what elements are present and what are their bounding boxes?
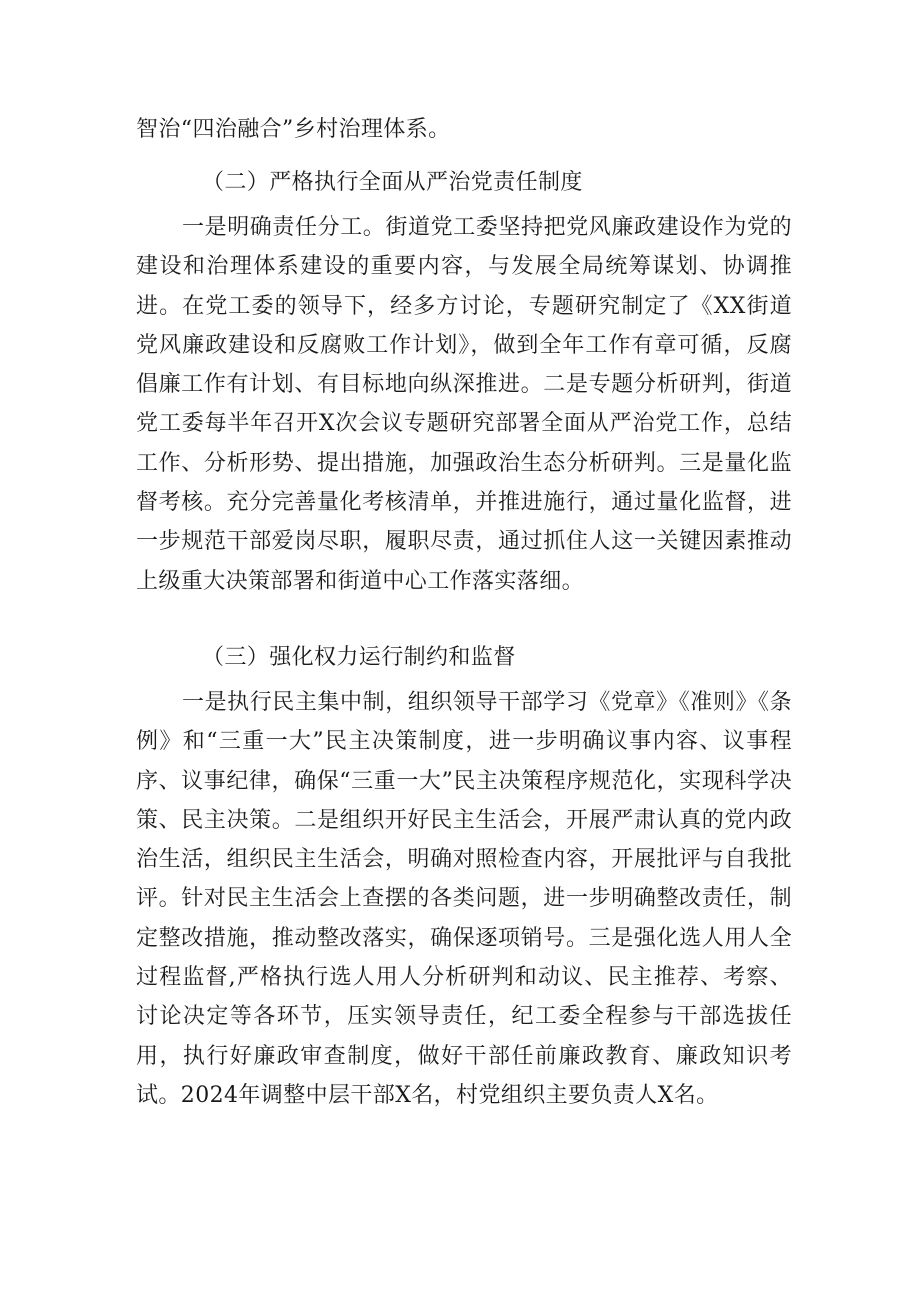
continuation-paragraph: 智治“四治融合”乡村治理体系。 bbox=[136, 117, 451, 142]
section-heading-2: （二）严格执行全面从严治党责任制度 bbox=[202, 170, 583, 195]
section-body-2: 一是明确责任分工。街道党工委坚持把党风廉政建设作为党的建设和治理体系建设的重要内容，与发展全局统筹谋划、协调推进。在党工委的领导下，经多方讨论，专题研究制定了《XX街道党风廉政建设和反腐败工作计划》，做到全年工作有章可循，反腐倡廉工作有计划、有目标地向纵深推进。二是专题分析研判，街道党工委每半年召开X次会议专题研究部署全面从严治党工作，总结工作、分析形势、提出措施，加强政治生态分析研判。三是量化监督考核。充分完善量化考核清单，并推进施行，通过量化监督，进一步规范干部爱岗尽职，履职尽责，通过抓住人这一关键因素推动上级重大决策部署和街道中心工作落实落细。 bbox=[136, 215, 792, 594]
section-heading-3: （三）强化权力运行制约和监督 bbox=[202, 645, 516, 670]
section-body-3: 一是执行民主集中制，组织领导干部学习《党章》《准则》《条例》和“三重一大”民主决策制度，进一步明确议事内容、议事程序、议事纪律，确保“三重一大”民主决策程序规范化，实现科学决策、民主决策。二是组织开好民主生活会，开展严肃认真的党内政治生活，组织民主生活会，明确对照检查内容，开展批评与自我批评。针对民主生活会上查摆的各类问题，进一步明确整改责任，制定整改措施，推动整改落实，确保逐项销号。三是强化选人用人全过程监督,严格执行选人用人分析研判和动议、民主推荐、考察、讨论决定等各环节，压实领导责任，纪工委全程参与干部选拔任用，执行好廉政审查制度，做好干部任前廉政教育、廉政知识考试。2024年调整中层干部X名，村党组织主要负责人X名。 bbox=[136, 690, 792, 1108]
